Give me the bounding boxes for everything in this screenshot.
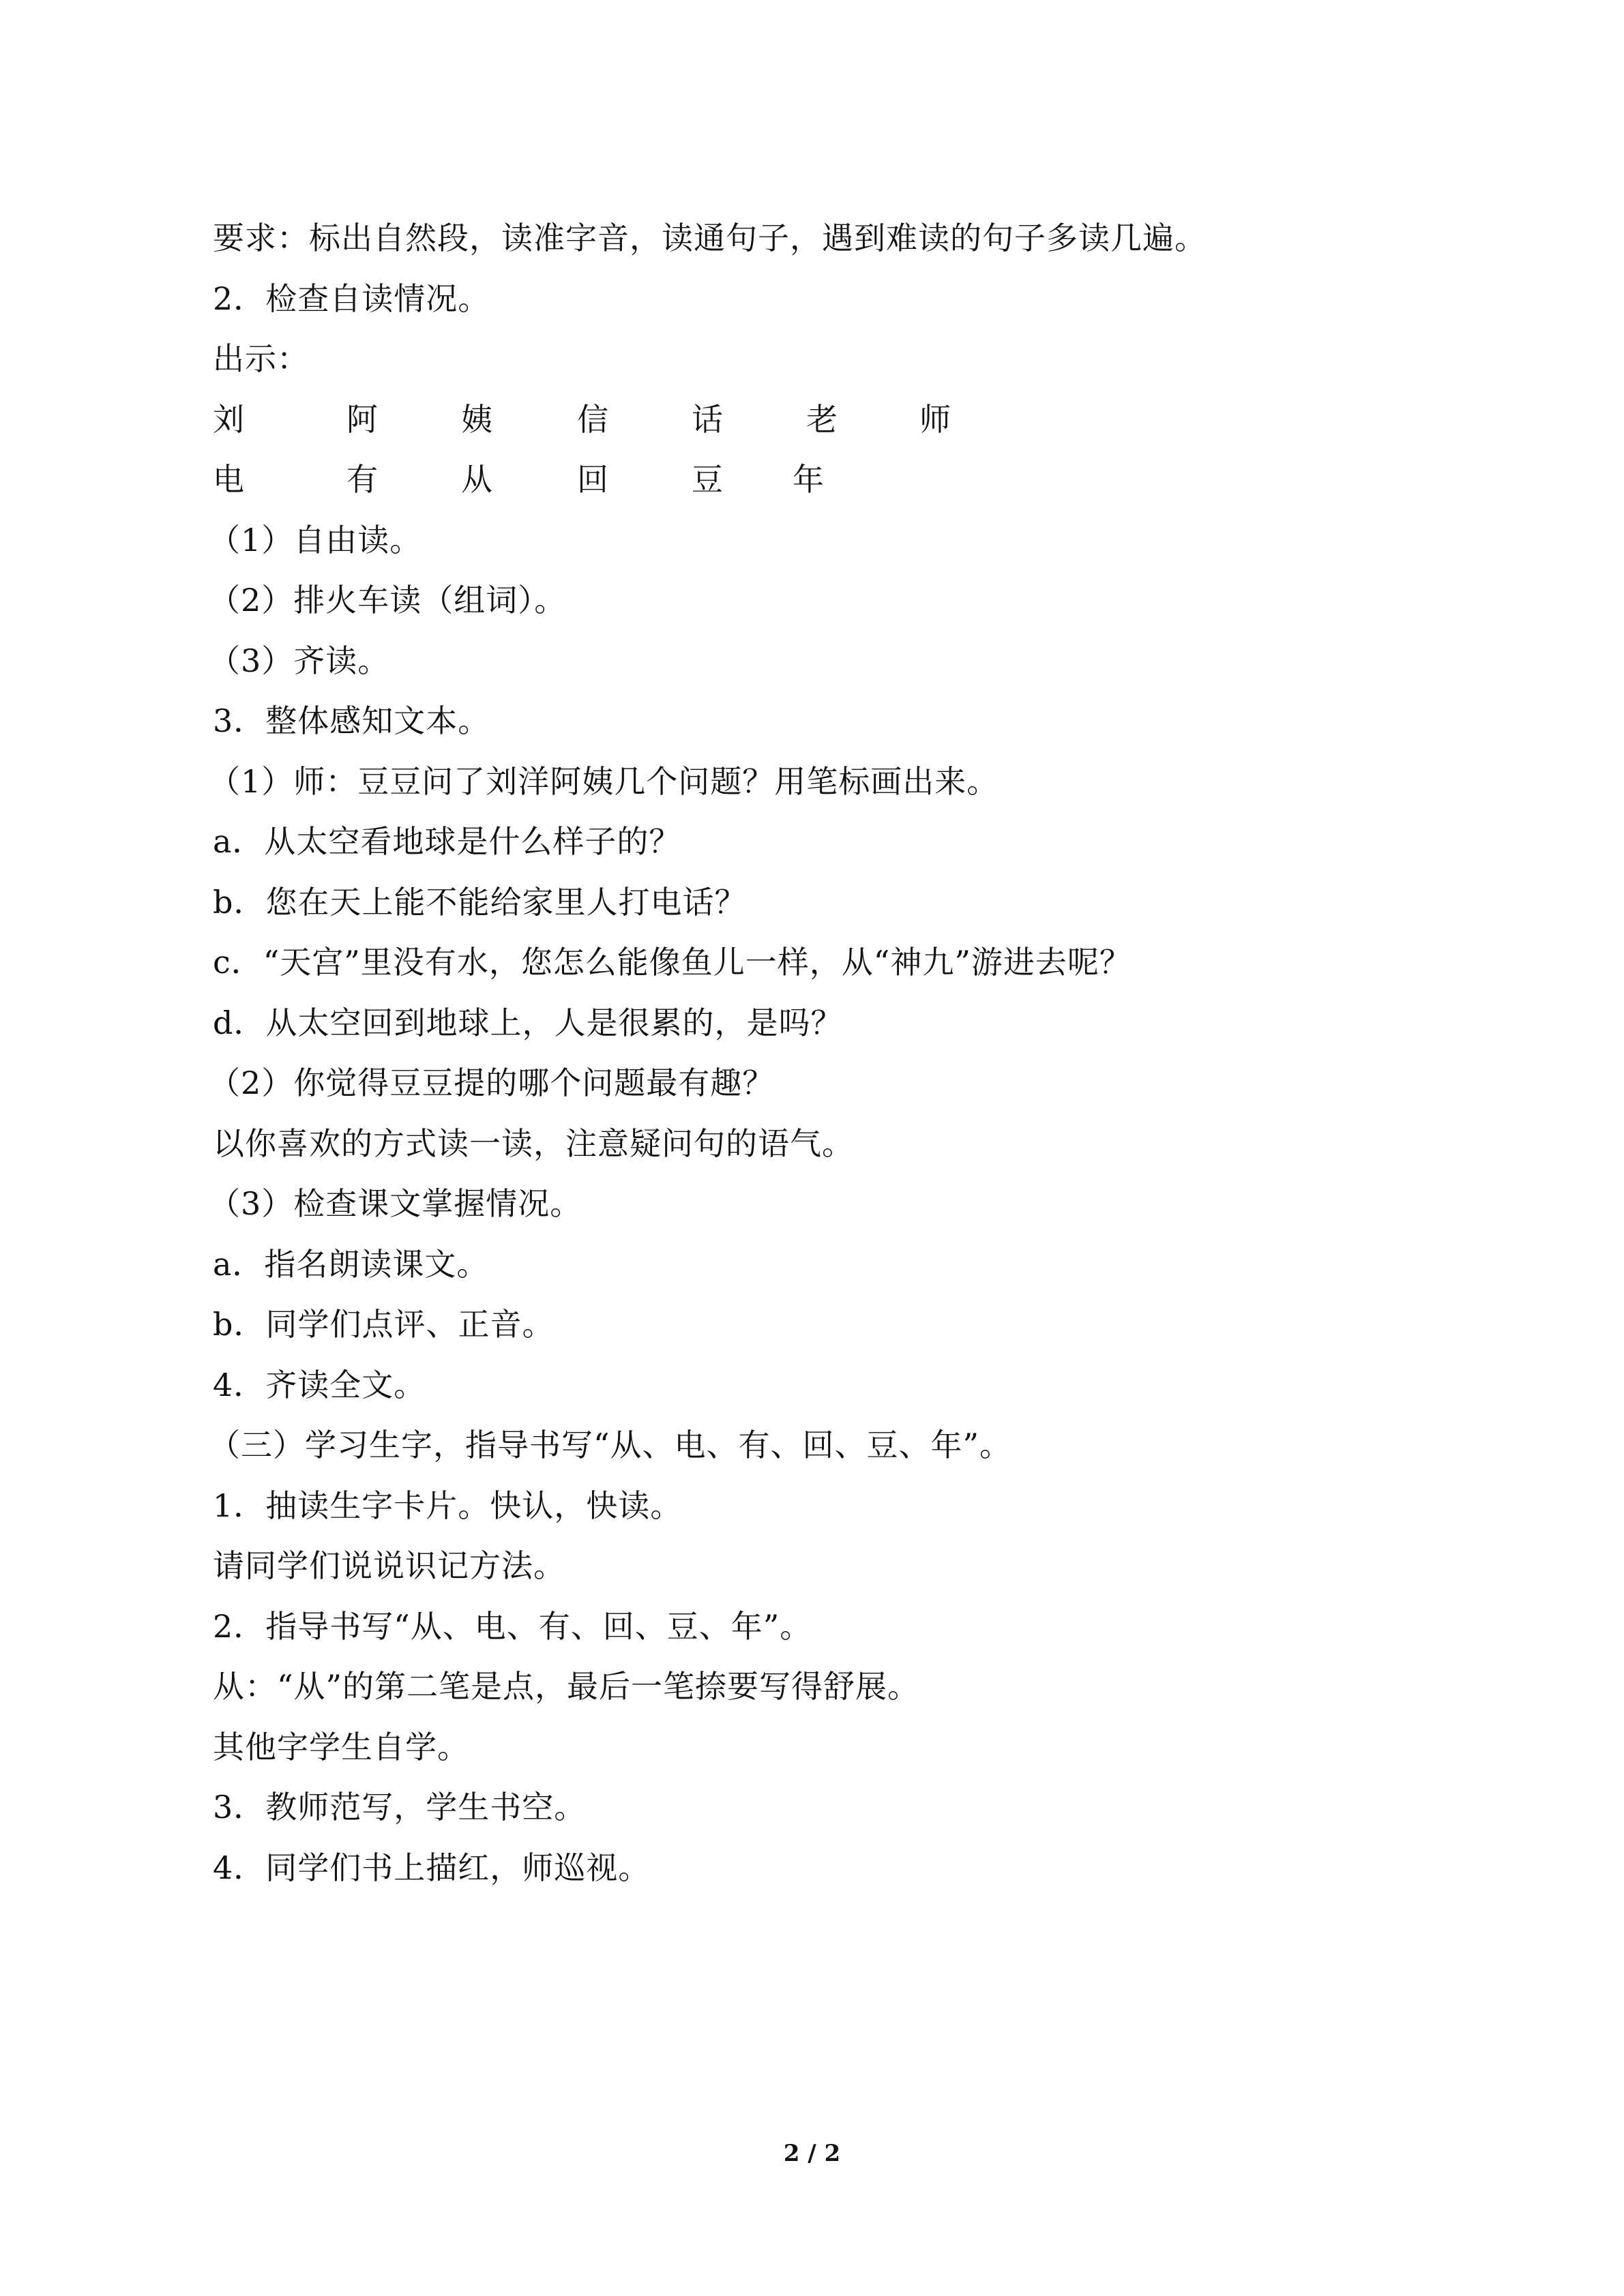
text-line: b．您在天上能不能给家里人打电话？ xyxy=(213,883,747,921)
character: 从 xyxy=(461,461,492,498)
text-line: 以你喜欢的方式读一读，注意疑问句的语气。 xyxy=(213,1124,854,1162)
text-line: b．同学们点评、正音。 xyxy=(213,1306,555,1343)
character-row xyxy=(213,449,1441,510)
text-line: 4．同学们书上描红，师巡视。 xyxy=(213,1849,651,1886)
text-line: （2）你觉得豆豆提的哪个问题最有趣？ xyxy=(209,1064,775,1101)
character: 姨 xyxy=(461,400,492,438)
text-line: （2）排火车读（组词）。 xyxy=(209,582,567,618)
text-line: 3．整体感知文本。 xyxy=(213,702,490,739)
text-line: （3）齐读。 xyxy=(209,642,390,679)
lesson-content xyxy=(209,208,1441,1898)
text-line: 4．齐读全文。 xyxy=(213,1366,426,1403)
character: 有 xyxy=(346,461,378,498)
character: 电 xyxy=(213,461,244,498)
character: 师 xyxy=(919,400,951,438)
text-line: c．“天宫”里没有水，您怎么能像鱼儿一样，从“神九”游进去呢？ xyxy=(213,944,1132,981)
text-line: 出示： xyxy=(213,340,309,377)
text-line: 其他字学生自学。 xyxy=(213,1728,469,1765)
text-line: d．从太空回到地球上，人是很累的，是吗？ xyxy=(213,1004,843,1041)
character: 年 xyxy=(793,461,824,498)
section-heading: （三）学习生字，指导书写“从、电、有、回、豆、年”。 xyxy=(209,1427,1012,1463)
text-line: 2．指导书写“从、电、有、回、豆、年”。 xyxy=(213,1607,812,1645)
character: 回 xyxy=(577,461,608,498)
text-line: （1）师：豆豆问了刘洋阿姨几个问题？用笔标画出来。 xyxy=(209,762,999,800)
character: 刘 xyxy=(213,400,244,438)
text-line: （1）自由读。 xyxy=(209,521,422,558)
text-line: a．指名朗读课文。 xyxy=(213,1245,489,1283)
character: 阿 xyxy=(346,400,378,438)
text-line: 1．抽读生字卡片。快认，快读。 xyxy=(213,1487,683,1524)
text-line: （3）检查课文掌握情况。 xyxy=(209,1185,582,1222)
character-row xyxy=(213,389,1441,450)
text-line: 3．教师范写，学生书空。 xyxy=(213,1789,587,1825)
text-line: 从：“从”的第二笔是点，最后一笔捺要写得舒展。 xyxy=(213,1668,920,1705)
text-line: a．从太空看地球是什么样子的？ xyxy=(213,823,681,860)
character: 老 xyxy=(806,400,838,438)
character: 话 xyxy=(692,400,723,438)
text-line: 要求：标出自然段，读准字音，读通句子，遇到难读的句子多读几遍。 xyxy=(213,220,1207,256)
character: 豆 xyxy=(692,461,723,498)
page-number: 2 / 2 xyxy=(783,2140,841,2167)
character: 信 xyxy=(577,400,608,438)
text-line: 请同学们说说识记方法。 xyxy=(213,1547,565,1584)
text-line: 2．检查自读情况。 xyxy=(213,280,490,317)
